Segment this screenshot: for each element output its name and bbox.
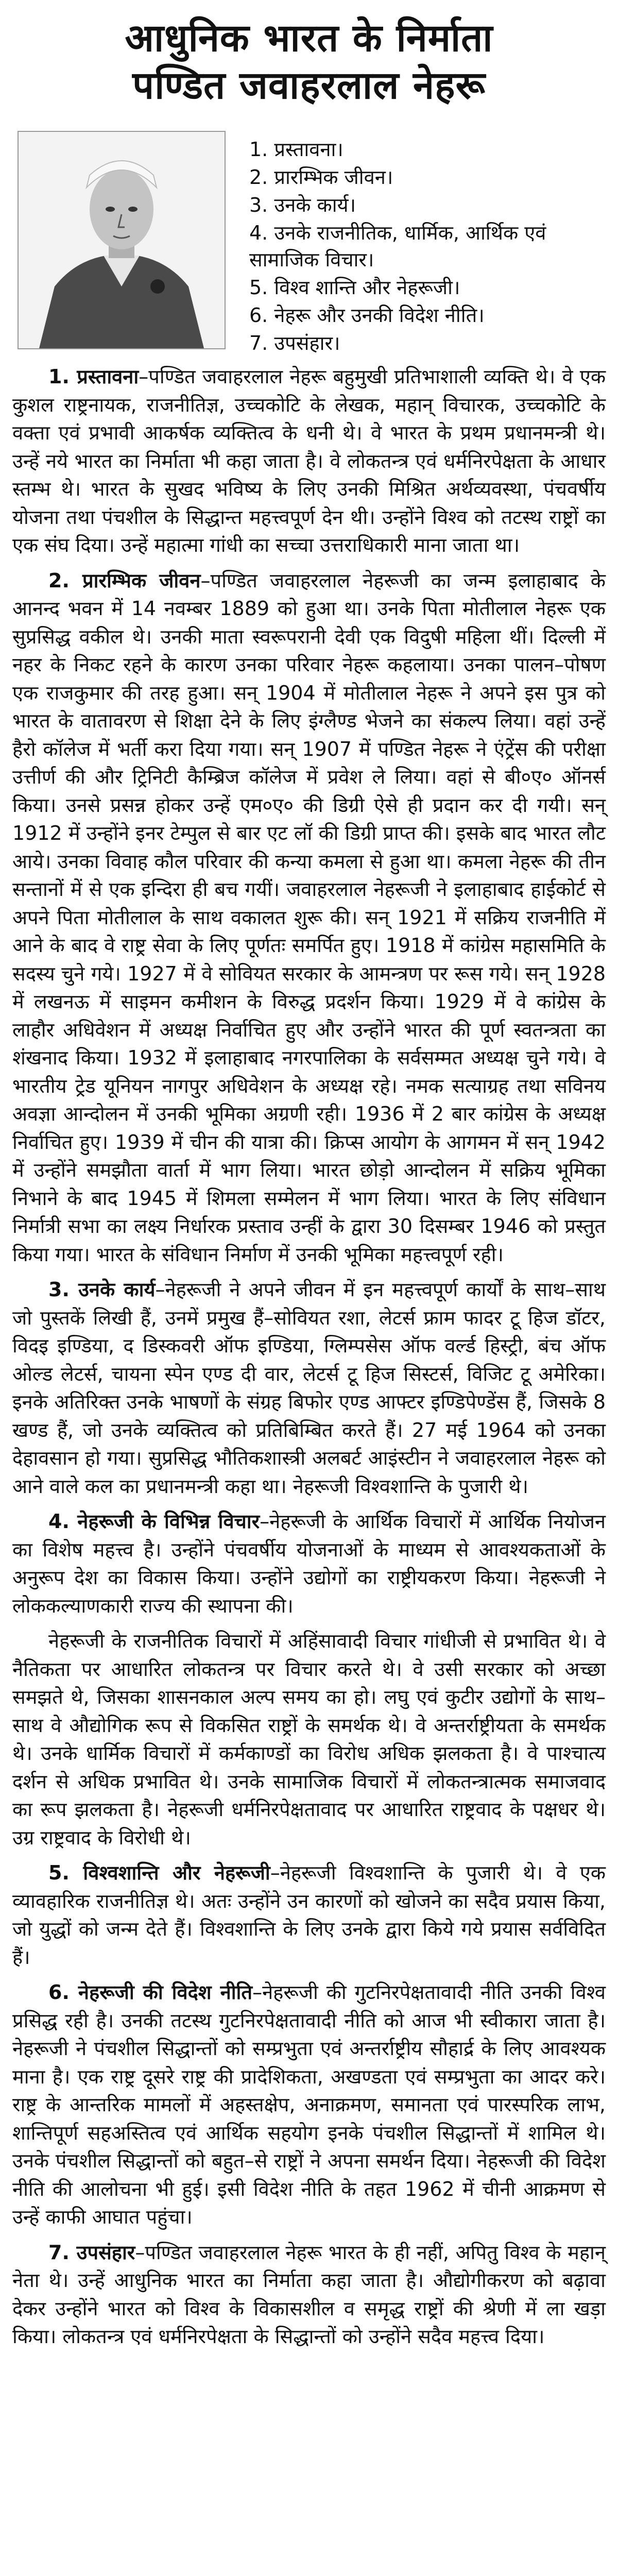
portrait-image: [18, 131, 226, 349]
section-heading: 6. नेहरूजी की विदेश नीति: [48, 1981, 253, 2004]
portrait-illustration: [19, 132, 225, 348]
section-text: –नेहरूजी विश्वशान्ति के पुजारी थे। वे एक व्यावहारिक राजनीतिज्ञ थे। अतः उन्होंने उन कारणों को खोजने का सदैव प्रयास किया, जो युद्धों को जन्म देते हैं। विश्वशान्ति के लिए उनके द्वारा किये गये प्रयास सर्वविदित हैं।: [12, 1861, 606, 1969]
toc-item: 6. नेहरू और उनकी विदेश नीति।: [249, 304, 485, 327]
toc-item: 5. विश्व शान्ति और नेहरूजी।: [249, 276, 460, 299]
section-heading: 4. नेहरूजी के विभिन्न विचार: [48, 1510, 260, 1533]
section-text: –पण्डित जवाहरलाल नेहरूजी का जन्म इलाहाबाद के आनन्द भवन में 14 नवम्बर 1889 को हुआ था। उनके पिता मोतीलाल नेहरू एक सुप्रसिद्ध वकील थे। उनकी माता स्वरूपरानी देवी एक विदुषी महिला थीं। दिल्ली में नहर के निकट रहने के कारण उनका परिवार नेहरू कहलाया। उनका पालन–पोषण एक राजकुमार की तरह हुआ। सन् 1904 में मोतीलाल नेहरू ने अपने इस पुत्र को भारत के वातावरण से शिक्षा देने के लिए इंग्लैण्ड भेजने का संकल्प लिया। वहां उन्हें हैरो कॉलेज में भर्ती करा दिया गया। सन् 1907 में पण्डित नेहरू ने एंट्रेंस की परीक्षा उत्तीर्ण की और ट्रिनिटी कैम्ब्रिज कॉलेज में प्रवेश ले लिया। वहां से बी०ए० ऑनर्स किया। उनसे प्रसन्न होकर उन्हें एम०ए० की डिग्री ऐसे ही प्रदान कर दी गयी। सन् 1912 में उन्होंने इनर टेम्पुल से बार एट लॉ की डिग्री प्राप्त की। इसके बाद भारत लौट आये। उनका विवाह कौल परिवार की कन्या कमला से हुआ था। कमला नेहरू की तीन सन्तानों में से एक इन्दिरा ही बच गयीं। जवाहरलाल नेहरूजी ने इलाहाबाद हाईकोर्ट से अपने पिता मोतीलाल के साथ वकालत शुरू की। सन् 1921 में सक्रिय राजनीति में आने के बाद वे राष्ट्र सेवा के लिए पूर्णतः समर्पित हुए। 1918 में कांग्रेस महासमिति के सदस्य चुने गये। 1927 में वे सोवियत सरकार के आमन्त्रण पर रूस गये। सन् 1928 में लखनऊ में साइमन कमीशन के विरुद्ध प्रदर्शन किया। 1929 में वे कांग्रेस के लाहौर अधिवेशन में अध्यक्ष निर्वाचित हुए और उन्होंने भारत की पूर्ण स्वतन्त्रता का शंखनाद किया। 1932 में इलाहाबाद नगरपालिका के सर्वसम्मत अध्यक्ष चुने गये। वे भारतीय ट्रेड यूनियन नागपुर अधिवेशन के अध्यक्ष रहे। नमक सत्याग्रह तथा सविनय अवज्ञा आन्दोलन में उनकी भूमिका अग्रणी रही। 1936 में 2 बार कांग्रेस के अध्यक्ष निर्वाचित हुए। 1939 में चीन की यात्रा की। क्रिप्स आयोग के आगमन में सन् 1942 में उन्होंने समझौता वार्ता में भाग लिया। भारत छोड़ो आन्दोलन में सक्रिय भूमिका निभाने के बाद 1945 में शिमला सम्मेलन में भाग लिया। भारत के लिए संविधान निर्मात्री सभा का लक्ष्य निर्धारक प्रस्ताव उन्हीं के द्वारा 30 दिसम्बर 1946 को प्रस्तुत किया गया। भारत के संविधान निर्माण में उनकी भूमिका महत्त्वपूर्ण रही।: [12, 569, 606, 1266]
page-title: आधुनिक भारत के निर्माता: [125, 16, 493, 60]
section-heading: 1. प्रस्तावना: [48, 365, 139, 388]
essay-body: [12, 363, 606, 2351]
page-subtitle: पण्डित जवाहरलाल नेहरू: [132, 63, 486, 108]
section-heading: 5. विश्वशान्ति और नेहरूजी: [48, 1861, 270, 1884]
section-paragraph: [12, 567, 606, 1269]
section-text: –नेहरूजी ने अपने जीवन में इन महत्त्वपूर्ण कार्यों के साथ–साथ जो पुस्तकें लिखी हैं, उनमें प्रमुख हैं–सोवियत रशा, लेटर्स फ्राम फादर टू हिज डॉटर, विदइ इण्डिया, द डिस्कवरी ऑफ इण्डिया, ग्लिम्पसेस ऑफ वर्ल्ड हिस्ट्री, बंच ऑफ ओल्ड लेटर्स, चायना स्पेन एण्ड दी वार, लेटर्स टू हिज सिस्टर्स, विजिट टू अमेरिका। इनके अतिरिक्त उनके भाषणों के संग्रह बिफोर एण्ड आफ्टर इण्डिपेण्डेंस हैं, जिसके 8 खण्ड हैं, जो उनके व्यक्तित्व को प्रतिबिम्बित करते हैं। 27 मई 1964 को उनका देहावसान हो गया। सुप्रसिद्ध भौतिकशास्त्री अलबर्ट आइंस्टीन ने जवाहरलाल नेहरू को आने वाले कल का प्रधानमन्त्री कहा था। नेहरूजी विश्वशान्ति के पुजारी थे।: [12, 1278, 606, 1498]
section-heading: 2. प्रारम्भिक जीवन: [48, 569, 201, 592]
toc-item: 1. प्रस्तावना।: [249, 138, 344, 161]
section-paragraph: [12, 1507, 606, 1620]
section-paragraph: [12, 1978, 606, 2231]
section-heading: 7. उपसंहार: [48, 2241, 135, 2264]
section-text: –नेहरूजी के आर्थिक विचारों में आर्थिक नियोजन का विशेष महत्त्व है। उन्होंने पंचवर्षीय योजनाओं के माध्यम से आवश्यकताओं के अनुरूप देश का विकास किया। उन्होंने उद्योगों का राष्ट्रीयकरण किया। नेहरूजी ने लोककल्याणकारी राज्य की स्थापना की।: [12, 1510, 606, 1617]
toc-item: 3. उनके कार्य।: [249, 194, 356, 216]
toc-item: 2. प्रारम्भिक जीवन।: [249, 166, 393, 189]
section-paragraph: [12, 2239, 606, 2351]
section-text: –पण्डित जवाहरलाल नेहरू भारत के ही नहीं, अपितु विश्व के महान् नेता थे। उन्हें आधुनिक भारत का निर्माता कहा जाता है। औद्योगीकरण को बढ़ावा देकर उन्होंने भारत को विश्व के विकासशील व समृद्ध राष्ट्रों की श्रेणी में ला खड़ा किया। लोकतन्त्र एवं धर्मनिरपेक्षता के सिद्धान्तों को उन्होंने सदैव महत्त्व दिया।: [12, 2241, 606, 2348]
section-paragraph: [12, 363, 606, 560]
section-paragraph: [12, 1276, 606, 1500]
table-of-contents: [249, 136, 600, 358]
section-text: –पण्डित जवाहरलाल नेहरू बहुमुखी प्रतिभाशाली व्यक्ति थे। वे एक कुशल राष्ट्रनायक, राजनीतिज्ञ, उच्चकोटि के लेखक, महान् विचारक, उच्चकोटि के वक्ता एवं प्रभावी आकर्षक व्यक्तित्व के धनी थे। वे भारत के प्रथम प्रधानमन्त्री थे। उन्हें नये भारत का निर्माता भी कहा जाता है। वे लोकतन्त्र एवं धर्मनिरपेक्षता के आधार स्तम्भ थे। भारत के सुखद भविष्य के लिए उनकी मिश्रित अर्थव्यवस्था, पंचवर्षीय योजना तथा पंचशील के सिद्धान्त महत्त्वपूर्ण देन थी। उन्होंने विश्व को तटस्थ राष्ट्रों का एक संघ दिया। उन्हें महात्मा गांधी का सच्चा उत्तराधिकारी माना जाता था।: [12, 365, 606, 556]
section-paragraph: [12, 1859, 606, 1971]
toc-item: 7. उपसंहार।: [249, 332, 340, 354]
section-heading: 3. उनके कार्य: [48, 1278, 156, 1301]
section-text: नेहरूजी के राजनीतिक विचारों में अहिंसावादी विचार गांधीजी से प्रभावित थे। वे नैतिकता पर आधारित लोकतन्त्र पर विचार करते थे। वे उसी सरकार को अच्छा समझते थे, जिसका शासनकाल अल्प समय का हो। लघु एवं कुटीर उद्योगों के साथ–साथ वे औद्योगिक रूप से विकसित राष्ट्रों के समर्थक थे। वे अन्तर्राष्ट्रीयता के समर्थक थे। उनके धार्मिक विचारों में कर्मकाण्डों का विरोध अधिक झलकता है। वे पाश्चात्य दर्शन से अधिक प्रभावित थे। उनके सामाजिक विचारों में लोकतन्त्रात्मक समाजवाद का रूप झलकता है। नेहरूजी धर्मनिरपेक्षतावाद पर आधारित राष्ट्रवाद के पक्षधर थे। उग्र राष्ट्रवाद के विरोधी थे।: [12, 1630, 606, 1849]
toc-item: 4. उनके राजनीतिक, धार्मिक, आर्थिक एवं सामाजिक विचार।: [249, 222, 546, 271]
intro-block: [12, 121, 606, 363]
section-text: –नेहरूजी की गुटनिरपेक्षतावादी नीति उनकी विश्व प्रसिद्ध रही है। उनकी तटस्थ गुटनिरपेक्षतावादी नीति को आज भी स्वीकारा जाता है। नेहरूजी ने पंचशील सिद्धान्तों को सम्प्रभुता एवं अन्तर्राष्ट्रीय सौहार्द्र के लिए आवश्यक माना है। एक राष्ट्र दूसरे राष्ट्र की प्रादेशिकता, अखण्डता एवं सम्प्रभुता का आदर करे। राष्ट्र के आन्तरिक मामलों में अहस्तक्षेप, अनाक्रमण, समानता एवं पारस्परिक लाभ, शान्तिपूर्ण सहअस्तित्व एवं आर्थिक सहयोग इनके पंचशील सिद्धान्तों में शामिल थे। उनके पंचशील सिद्धान्तों को बहुत–से राष्ट्रों ने अपना समर्थन दिया। नेहरूजी की विदेश नीति की आलोचना भी हुई। इसी विदेश नीति के तहत 1962 में चीनी आक्रमण से उन्हें काफी आघात पहुंचा।: [12, 1981, 606, 2228]
section-paragraph: [12, 1627, 606, 1852]
